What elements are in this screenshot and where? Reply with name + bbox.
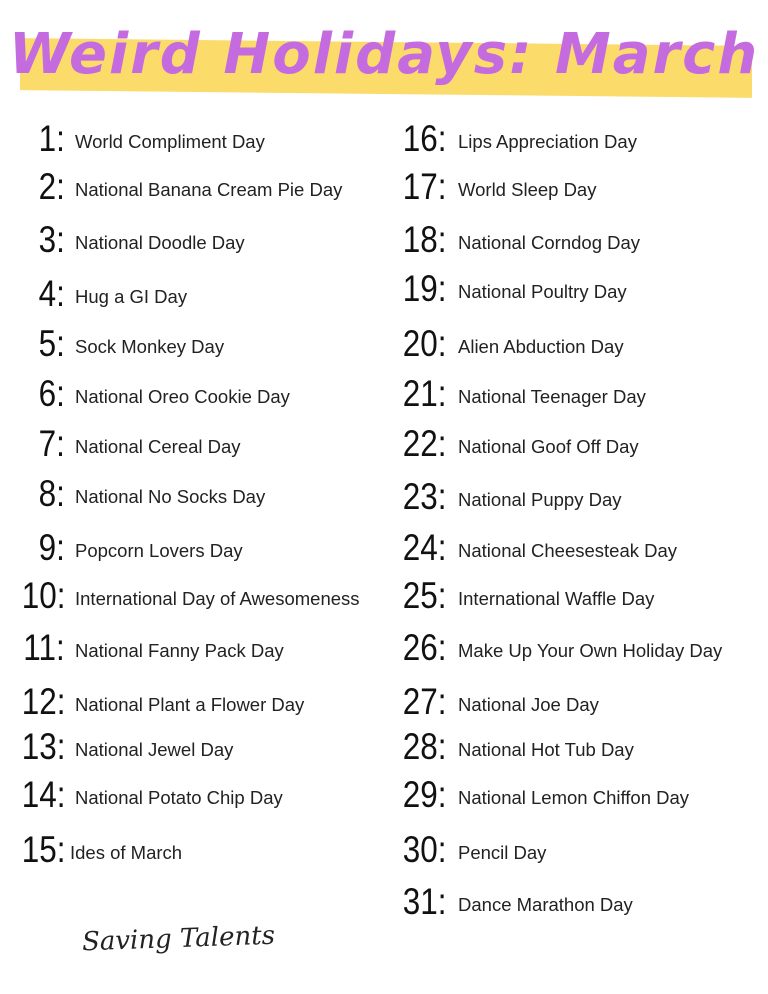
holiday-day-number: 10: [21,575,65,616]
holiday-day-number: 31: [402,881,446,922]
holiday-day-number: 20: [402,323,446,364]
holiday-item [0,118,768,162]
holiday-day-number: 30: [402,829,446,870]
holiday-day-number: 13: [21,726,65,767]
holiday-name: National Fanny Pack Day [75,640,284,661]
holiday-name: Dance Marathon Day [458,894,633,915]
holiday-item [0,476,768,520]
holiday-day-number: 21: [402,373,446,414]
holiday-name: National Puppy Day [458,489,622,510]
holiday-name: National Teenager Day [458,386,646,407]
holiday-day-number: 19: [402,268,446,309]
holiday-day-number: 6: [38,373,65,414]
holiday-day-number: 27: [402,681,446,722]
holiday-day-number: 9: [38,527,65,568]
holiday-name: Make Up Your Own Holiday Day [458,640,723,661]
holiday-name: Popcorn Lovers Day [75,540,243,561]
holiday-name: National Doodle Day [75,232,245,253]
holiday-name: National Oreo Cookie Day [75,386,290,407]
holiday-name: National Corndog Day [458,232,641,253]
page-title: Weird Holidays: March [8,22,760,87]
holiday-name: National Hot Tub Day [458,739,634,760]
holiday-item [0,423,768,467]
holiday-name: National Cereal Day [75,436,241,457]
holiday-day-number: 7: [38,423,65,464]
holiday-day-number: 28: [402,726,446,767]
holiday-item [0,323,768,367]
holiday-name: National Cheesesteak Day [458,540,678,561]
signature-logo: Saving Talents [81,920,276,958]
holiday-day-number: 2: [38,166,65,207]
holiday-name: National Poultry Day [458,281,627,302]
holiday-day-number: 25: [402,575,446,616]
holiday-day-number: 18: [402,219,446,260]
holiday-day-number: 4: [38,273,65,314]
holiday-name: Hug a GI Day [75,286,188,307]
holiday-item [0,373,768,417]
holiday-day-number: 26: [402,627,446,668]
holiday-day-number: 22: [402,423,446,464]
holiday-name: World Compliment Day [75,131,265,152]
holiday-day-number: 29: [402,774,446,815]
holiday-item [0,681,768,725]
holiday-day-number: 23: [402,476,446,517]
holiday-name: Sock Monkey Day [75,336,225,357]
holiday-day-number: 11: [23,627,65,668]
holiday-name: International Day of Awesomeness [75,588,360,609]
holiday-name: Pencil Day [458,842,547,863]
holiday-day-number: 16: [402,118,446,159]
holiday-name: National Jewel Day [75,739,234,760]
holiday-item [0,268,768,312]
holiday-item [0,527,768,571]
holiday-name: Ides of March [70,842,183,863]
holiday-name: National No Socks Day [75,486,266,507]
holiday-name: International Waffle Day [458,588,655,609]
holiday-name: National Goof Off Day [458,436,639,457]
holiday-name: National Potato Chip Day [75,787,283,808]
holiday-day-number: 24: [402,527,446,568]
holiday-item [0,774,768,818]
holiday-name: World Sleep Day [458,179,597,200]
holiday-item [0,726,768,770]
holiday-day-number: 5: [38,323,65,364]
holiday-day-number: 1: [38,118,65,159]
holiday-day-number: 17: [402,166,446,207]
holiday-name: National Banana Cream Pie Day [75,179,343,200]
holiday-item [0,575,768,619]
holiday-item [0,881,768,925]
holiday-day-number: 12: [21,681,65,722]
holiday-name: National Lemon Chiffon Day [458,787,690,808]
holiday-item [0,829,768,873]
holiday-day-number: 8: [38,473,65,514]
holiday-item [0,219,768,263]
holiday-item [0,166,768,210]
holiday-name: Alien Abduction Day [458,336,624,357]
holiday-name: National Plant a Flower Day [75,694,305,715]
holiday-day-number: 3: [38,219,65,260]
holiday-name: Lips Appreciation Day [458,131,637,152]
holiday-name: National Joe Day [458,694,599,715]
holiday-day-number: 15: [21,829,65,870]
holiday-item [0,627,768,671]
holiday-day-number: 14: [21,774,65,815]
